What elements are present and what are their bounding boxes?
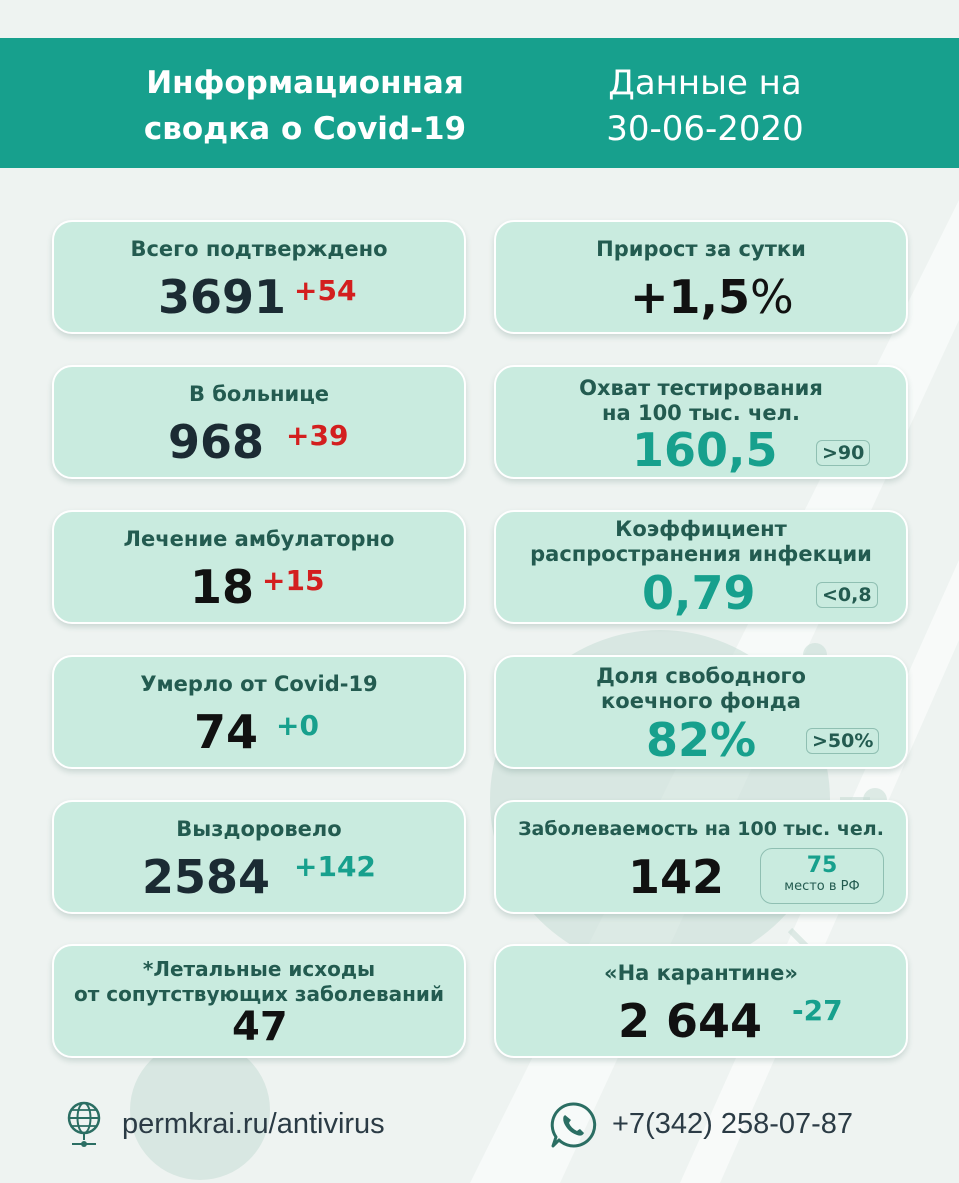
card-delta: +39: [286, 419, 349, 452]
rank-number: 75: [806, 853, 838, 878]
card-delta: +54: [294, 274, 357, 307]
card-label-line-1: *Летальные исходы: [142, 957, 376, 981]
phone-number[interactable]: +7(342) 258-07-87: [612, 1108, 854, 1140]
card-label: Лечение амбулаторно: [123, 527, 395, 551]
threshold-badge: >50%: [806, 728, 879, 754]
card-label: Выздоровело: [176, 817, 342, 841]
threshold-badge: >90: [816, 440, 870, 466]
card-comorbid-deaths: [52, 944, 466, 1058]
card-label: «На карантине»: [604, 961, 798, 985]
growth-number: +1,5: [630, 270, 751, 324]
footer-website[interactable]: [60, 1096, 460, 1156]
card-quarantine: [494, 944, 908, 1058]
card-label-line-1: Коэффициент: [615, 517, 787, 541]
card-coefficient: [494, 510, 908, 624]
card-label-line-1: Охват тестирования: [579, 376, 823, 400]
rank-label: место в РФ: [784, 879, 860, 894]
card-value: 0,79: [642, 566, 756, 620]
card-label: Прирост за сутки: [596, 237, 806, 261]
card-label-line-2: распространения инфекции: [530, 542, 872, 566]
title-line-1: Информационная: [146, 65, 464, 101]
rank-box: [760, 848, 884, 904]
date-line-2: 30-06-2020: [606, 109, 804, 149]
card-delta: +142: [294, 850, 376, 883]
card-label: Всего подтверждено: [130, 237, 388, 261]
card-value: 47: [232, 1004, 288, 1050]
globe-icon: [64, 1100, 104, 1148]
report-date: [560, 60, 850, 152]
card-value: 968: [168, 415, 265, 469]
whatsapp-phone-icon: [548, 1100, 598, 1150]
card-recovered: [52, 800, 466, 914]
card-label: В больнице: [188, 382, 330, 406]
percent-sign: %: [750, 270, 794, 324]
card-label-line-1: Доля свободного: [596, 664, 806, 688]
card-hospital: [52, 365, 466, 479]
card-outpatient: [52, 510, 466, 624]
card-label-line-2: от сопутствующих заболеваний: [74, 982, 444, 1006]
card-label-line-2: коечного фонда: [601, 689, 801, 713]
card-value: [630, 270, 794, 324]
page-title: [95, 60, 515, 152]
card-value: 142: [628, 850, 725, 904]
card-testing: [494, 365, 908, 479]
card-delta: -27: [792, 994, 843, 1027]
card-value: 3691: [158, 270, 287, 324]
card-label: Умерло от Covid-19: [140, 672, 378, 696]
threshold-badge: <0,8: [816, 582, 878, 608]
footer-phone[interactable]: [546, 1096, 906, 1156]
card-deaths: [52, 655, 466, 769]
card-label-line-2: на 100 тыс. чел.: [601, 401, 801, 425]
card-daily-growth: [494, 220, 908, 334]
card-delta: +15: [262, 564, 325, 597]
title-line-2: сводка о Covid-19: [143, 111, 467, 147]
date-line-1: Данные на: [608, 63, 802, 103]
card-free-beds: [494, 655, 908, 769]
card-value: 74: [194, 705, 259, 759]
header-banner: [0, 38, 959, 168]
card-value: 160,5: [632, 423, 778, 477]
card-value: 82%: [646, 713, 757, 767]
card-incidence: [494, 800, 908, 914]
card-value: 2584: [142, 850, 271, 904]
card-value: 2 644: [618, 994, 763, 1048]
card-label: Заболеваемость на 100 тыс. чел.: [518, 818, 884, 840]
card-value: 18: [190, 560, 255, 614]
card-delta: +0: [276, 709, 319, 742]
website-link[interactable]: permkrai.ru/antivirus: [122, 1108, 385, 1140]
card-total-confirmed: [52, 220, 466, 334]
